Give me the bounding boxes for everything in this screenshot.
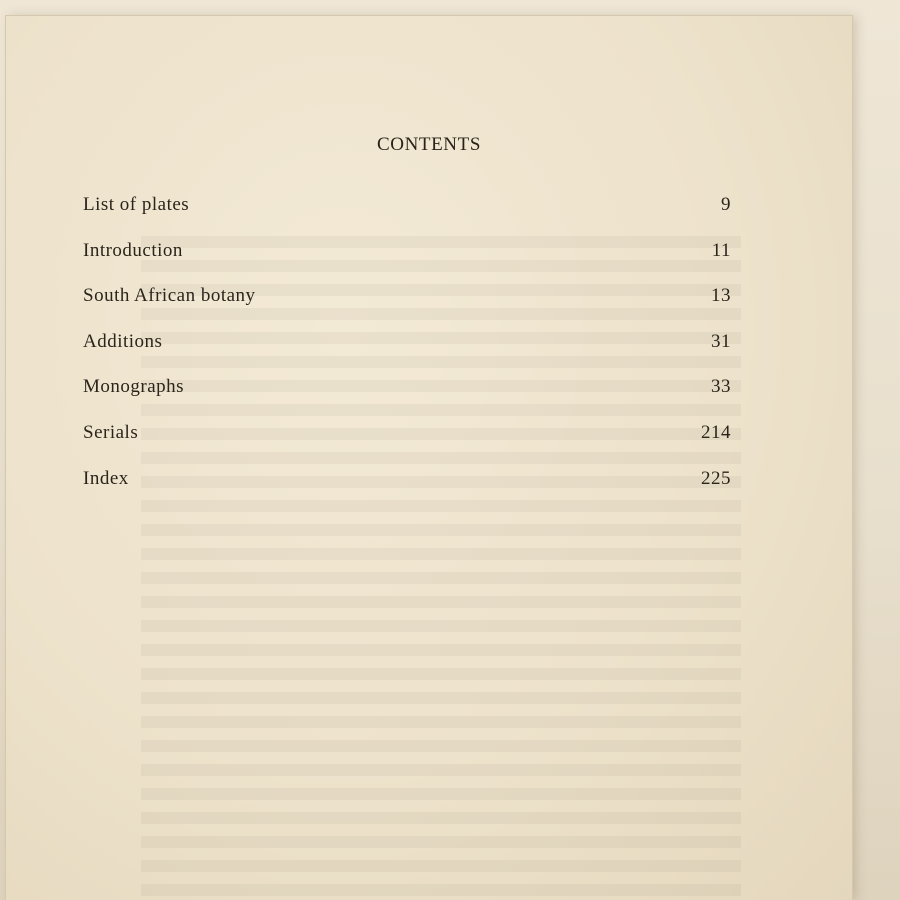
entry-label: Additions <box>83 330 163 352</box>
contents-list <box>83 194 731 513</box>
entry-page-number: 225 <box>701 467 731 489</box>
page-title: CONTENTS <box>376 134 482 155</box>
entry-label: Index <box>83 467 129 489</box>
contents-entry <box>83 285 731 331</box>
entry-page-number: 11 <box>711 239 731 261</box>
entry-label: Introduction <box>83 239 183 261</box>
contents-entry <box>83 376 731 422</box>
entry-page-number: 33 <box>711 376 731 398</box>
contents-entry <box>83 194 731 240</box>
contents-entry <box>83 468 731 514</box>
entry-page-number: 214 <box>701 421 731 443</box>
entry-label: Monographs <box>83 376 185 398</box>
entry-label: List of plates <box>83 194 190 215</box>
contents-entry <box>83 240 731 286</box>
entry-label: South African botany <box>83 285 256 307</box>
book-page <box>6 16 852 900</box>
entry-page-number: 13 <box>711 285 731 307</box>
entry-label: Serials <box>83 421 139 443</box>
entry-page-number: 9 <box>721 194 731 215</box>
contents-entry <box>83 331 731 377</box>
entry-page-number: 31 <box>711 330 731 352</box>
contents-entry <box>83 422 731 468</box>
